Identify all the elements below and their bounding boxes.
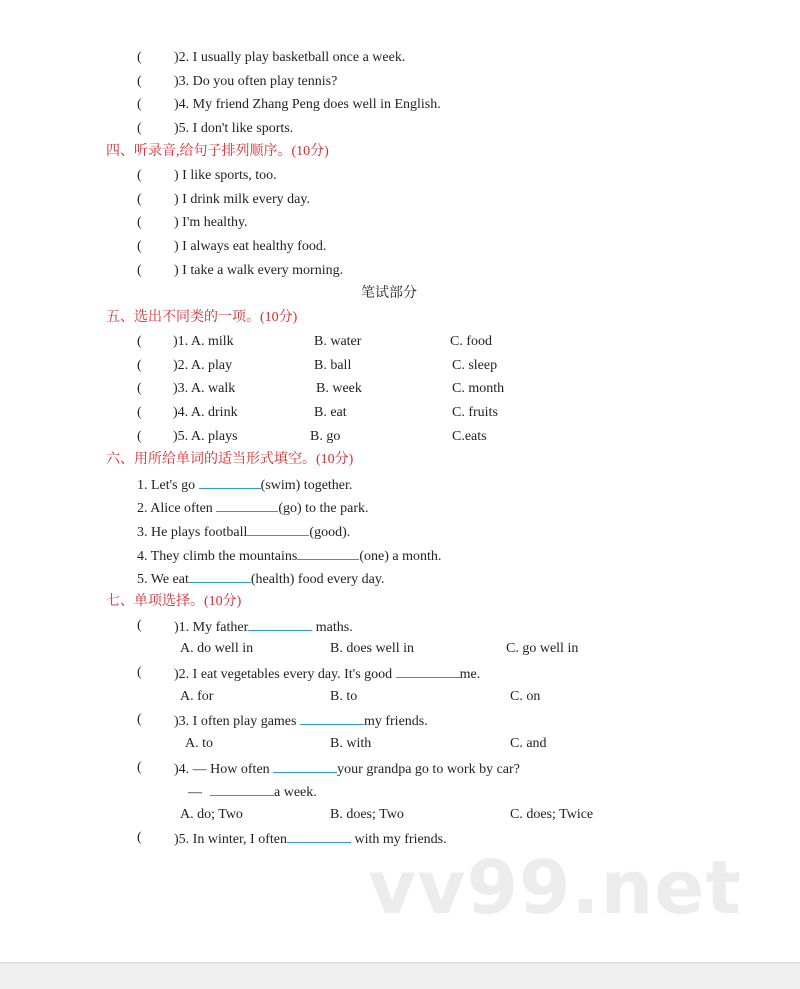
answer-paren-close: ) (174, 762, 179, 777)
watermark: vv99.net (368, 845, 742, 931)
answer-paren-open: ( (137, 97, 142, 112)
option-c: C.eats (452, 429, 487, 444)
list-item (137, 546, 441, 566)
item-number: 3. (178, 74, 190, 89)
item-text: 2. Alice often (137, 501, 217, 516)
answer-paren-open: ( (137, 192, 142, 207)
item-text: me. (459, 667, 481, 682)
answer-paren-open: ( (137, 760, 142, 775)
list-item (137, 569, 384, 589)
option-b: B. eat (314, 405, 347, 420)
option-a: A. plays (190, 429, 238, 444)
option-b: B. does; Two (330, 807, 404, 822)
answer-paren-close: ) (173, 334, 178, 349)
item-text: your grandpa go to work by car? (337, 762, 520, 777)
question-stem (174, 759, 520, 779)
answer-paren-close: ) (174, 74, 179, 89)
item-text: 5. We eat (137, 572, 189, 587)
item-text: Do you often play tennis? (192, 74, 338, 89)
reply-dash: — (188, 785, 202, 800)
answer-paren-close: ) (174, 168, 179, 183)
answer-paren-close: ) (173, 381, 178, 396)
answer-paren-open: ( (137, 121, 142, 136)
item-text: 1. My father (178, 620, 249, 635)
answer-paren-close: ) (174, 215, 179, 230)
option-c: C. food (450, 334, 492, 349)
answer-paren-close: ) (174, 121, 179, 136)
section-5-heading: 五、选出不同类的一项。(10分) (106, 310, 298, 325)
option-c: C. fruits (452, 405, 498, 420)
item-text: (health) food every day. (250, 572, 385, 587)
item-text: I don't like sports. (192, 121, 294, 136)
answer-blank[interactable] (396, 664, 460, 678)
answer-paren-open: ( (137, 665, 142, 680)
answer-paren-close: ) (174, 620, 179, 635)
section-7-heading: 七、单项选择。(10分) (106, 594, 242, 609)
option-a: A. drink (190, 405, 238, 420)
answer-paren-close: ) (174, 667, 179, 682)
list-item (137, 522, 350, 542)
list-item (174, 191, 310, 209)
option-c: C. does; Twice (510, 807, 594, 822)
item-text: (good). (309, 525, 351, 540)
option-a: A. for (180, 689, 214, 704)
item-text: my friends. (363, 714, 428, 729)
answer-paren-open: ( (137, 263, 142, 278)
option-c: C. on (510, 689, 541, 704)
option-b: B. week (316, 381, 362, 396)
item-text: I always eat healthy food. (182, 239, 327, 254)
answer-blank[interactable] (210, 782, 274, 796)
item-number: 3. (177, 381, 189, 396)
option-b: B. with (330, 736, 372, 751)
item-text: (swim) together. (260, 478, 353, 493)
list-item (174, 262, 343, 280)
item-text: I take a walk every morning. (182, 263, 344, 278)
question-stem-reply (188, 782, 317, 802)
answer-blank[interactable] (189, 569, 251, 583)
answer-paren-open: ( (137, 334, 142, 349)
option-c: C. month (452, 381, 505, 396)
question-stem (174, 711, 428, 731)
item-text: I like sports, too. (182, 168, 277, 183)
item-text: 3. I often play games (178, 714, 300, 729)
answer-blank[interactable] (287, 829, 351, 843)
option-c: C. sleep (452, 358, 498, 373)
item-number: 5. (178, 121, 190, 136)
option-b: B. water (314, 334, 362, 349)
option-b: B. ball (314, 358, 352, 373)
answer-paren-open: ( (137, 168, 142, 183)
item-text: (go) to the park. (278, 501, 369, 516)
answer-paren-close: ) (174, 239, 179, 254)
answer-paren-open: ( (137, 50, 142, 65)
question-stem (174, 664, 480, 684)
answer-paren-close: ) (174, 192, 179, 207)
item-text: a week. (274, 785, 317, 800)
answer-paren-close: ) (173, 358, 178, 373)
item-text: (one) a month. (359, 549, 442, 564)
answer-blank[interactable] (216, 498, 278, 512)
item-text: I usually play basketball once a week. (192, 50, 406, 65)
answer-blank[interactable] (247, 522, 309, 536)
item-number: 2. (177, 358, 189, 373)
item-text: 3. He plays football (137, 525, 248, 540)
answer-paren-open: ( (137, 618, 142, 633)
item-text: 1. Let's go (137, 478, 199, 493)
item-text: 2. I eat vegetables every day. It's good (178, 667, 396, 682)
answer-paren-open: ( (137, 429, 142, 444)
item-text: 5. In winter, I often (178, 832, 287, 847)
option-c: C. go well in (506, 641, 579, 656)
answer-blank[interactable] (273, 759, 337, 773)
option-a: A. milk (190, 334, 234, 349)
answer-paren-open: ( (137, 239, 142, 254)
answer-paren-close: ) (174, 97, 179, 112)
answer-paren-open: ( (137, 74, 142, 89)
section-4-heading: 四、听录音,给句子排列顺序。(10分) (106, 144, 329, 159)
answer-paren-close: ) (174, 832, 179, 847)
item-number: 4. (178, 97, 190, 112)
answer-paren-open: ( (137, 215, 142, 230)
list-item (174, 167, 277, 185)
option-b: B. does well in (330, 641, 414, 656)
section-6-heading: 六、用所给单词的适当形式填空。(10分) (106, 452, 354, 467)
list-item (137, 498, 369, 518)
answer-paren-close: ) (174, 714, 179, 729)
item-text: maths. (312, 620, 353, 635)
item-text: with my friends. (350, 832, 447, 847)
list-item (137, 475, 352, 495)
viewer-bottom-bar (0, 962, 800, 989)
answer-paren-open: ( (137, 830, 142, 845)
item-number: 4. (177, 405, 189, 420)
answer-paren-close: ) (174, 263, 179, 278)
answer-paren-open: ( (137, 712, 142, 727)
answer-paren-open: ( (137, 405, 142, 420)
answer-blank[interactable] (248, 617, 312, 631)
option-a: A. to (185, 736, 213, 751)
answer-paren-close: ) (173, 405, 178, 420)
answer-paren-close: ) (174, 50, 179, 65)
item-number: 2. (178, 50, 190, 65)
answer-paren-open: ( (137, 381, 142, 396)
item-number: 1. (177, 334, 189, 349)
answer-blank[interactable] (297, 546, 359, 560)
option-a: A. do well in (180, 641, 254, 656)
written-part-title: 笔试部分 (361, 286, 417, 301)
item-text: My friend Zhang Peng does well in English. (192, 97, 441, 112)
option-c: C. and (510, 736, 547, 751)
question-stem (174, 617, 353, 637)
list-item (174, 238, 326, 256)
item-text: 4. They climb the mountains (137, 549, 298, 564)
item-text: 4. — How often (178, 762, 274, 777)
option-b: B. go (310, 429, 341, 444)
option-a: A. play (190, 358, 233, 373)
answer-paren-close: ) (173, 429, 178, 444)
list-item (174, 214, 248, 232)
option-b: B. to (330, 689, 358, 704)
item-number: 5. (177, 429, 189, 444)
option-a: A. walk (190, 381, 236, 396)
answer-blank[interactable] (300, 711, 364, 725)
answer-blank[interactable] (199, 475, 261, 489)
answer-paren-open: ( (137, 358, 142, 373)
option-a: A. do; Two (180, 807, 243, 822)
item-text: I drink milk every day. (182, 192, 310, 207)
item-text: I'm healthy. (182, 215, 248, 230)
